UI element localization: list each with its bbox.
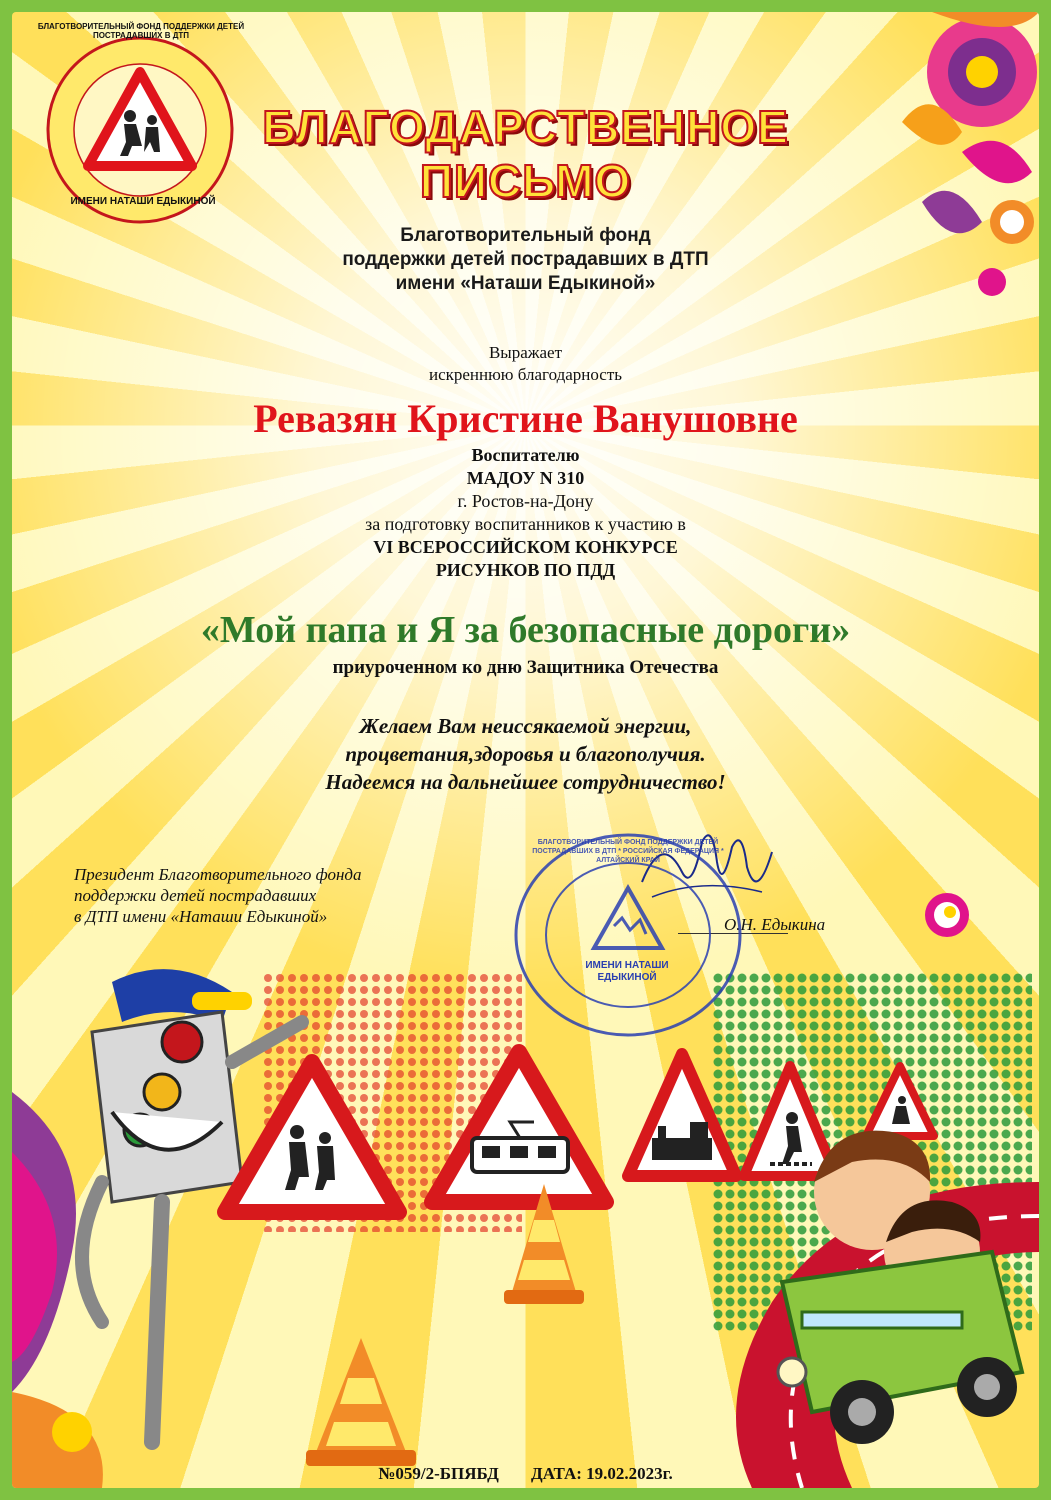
document-date: ДАТА: 19.02.2023г. [531, 1464, 673, 1483]
organization-line-3: имени «Наташи Едыкиной» [395, 273, 656, 294]
title-line-1: БЛАГОДАРСТВЕННОЕ [262, 101, 789, 153]
train-sign [622, 1046, 742, 1186]
logo-caption: ИМЕНИ НАТАШИ ЕДЫКИНОЙ [70, 196, 216, 207]
recipient-city: г. Ростов-на-Дону [457, 491, 594, 511]
expresses-line-1: Выражает [488, 343, 563, 362]
wishes-line-3: Надеемся на дальнейшее сотрудничество! [325, 770, 726, 794]
logo-ring-text: БЛАГОТВОРИТЕЛЬНЫЙ ФОНД ПОДДЕРЖКИ ДЕТЕЙ ПОСТРАДАВШИХ В ДТП [37, 22, 245, 40]
organization-line-2: поддержки детей пострадавших в ДТП [342, 249, 709, 270]
signer-name: О.Н. Едыкина [724, 915, 826, 934]
contest-title: «Мой папа и Я за безопасные дороги» [200, 609, 851, 651]
children-crossing-sign [217, 1052, 407, 1222]
expresses-line-2: искреннюю благодарность [428, 365, 623, 384]
event-line-1: VI ВСЕРОССИЙСКОМ КОНКУРСЕ [373, 537, 678, 557]
document-footer [12, 1464, 1039, 1484]
recipient-role: Воспитателю [471, 445, 580, 465]
president-line-2: поддержки детей пострадавших [74, 886, 317, 905]
stamp-center-line-2: ЕДЫКИНОЙ [597, 972, 657, 983]
recipient-institution: МАДОУ N 310 [466, 468, 585, 488]
car-with-children-illustration [752, 1112, 1039, 1452]
president-line-1: Президент Благотворительного фонда [74, 865, 362, 884]
expresses-gratitude [12, 342, 1039, 386]
traffic-cone-large [306, 1334, 416, 1474]
title-line-2: ПИСЬМО [419, 155, 632, 207]
decorative-swirl-small [922, 890, 972, 940]
event-line-2: РИСУНКОВ ПО ПДД [435, 560, 616, 580]
recipient-details [12, 444, 1039, 582]
stamp-center-line-1: ИМЕНИ НАТАШИ [585, 960, 669, 971]
contest-occasion: приуроченном ко дню Защитника Отечества [332, 657, 719, 678]
document-number: №059/2-БПЯБД [378, 1464, 499, 1483]
president-line-3: в ДТП имени «Наташи Едыкиной» [74, 907, 328, 926]
organization-name [12, 224, 1039, 296]
award-reason: за подготовку воспитанников к участию в [365, 514, 686, 534]
wishes-line-1: Желаем Вам неиссякаемой энергии, [359, 714, 692, 738]
certificate-background [12, 12, 1039, 1488]
wishes-text [12, 712, 1039, 796]
stamp-center-text [552, 960, 702, 984]
wishes-line-2: процветания,здоровья и благополучия. [345, 742, 706, 766]
recipient-name: Ревазян Кристине Ванушовне [253, 396, 798, 441]
traffic-cone [504, 1180, 584, 1310]
stamp-ring-text: БЛАГОТВОРИТЕЛЬНЫЙ ФОНД ПОДДЕРЖКИ ДЕТЕЙ ПОСТРАДАВШИХ В ДТП * РОССИЙСКАЯ ФЕДЕРАЦИЯ * АЛТАЙСКИЙ КРАЙ [532, 839, 724, 864]
president-title [74, 864, 434, 927]
traffic-light-character-illustration [42, 962, 312, 1482]
organization-line-1: Благотворительный фонд [400, 225, 651, 246]
document-title [12, 100, 1039, 208]
